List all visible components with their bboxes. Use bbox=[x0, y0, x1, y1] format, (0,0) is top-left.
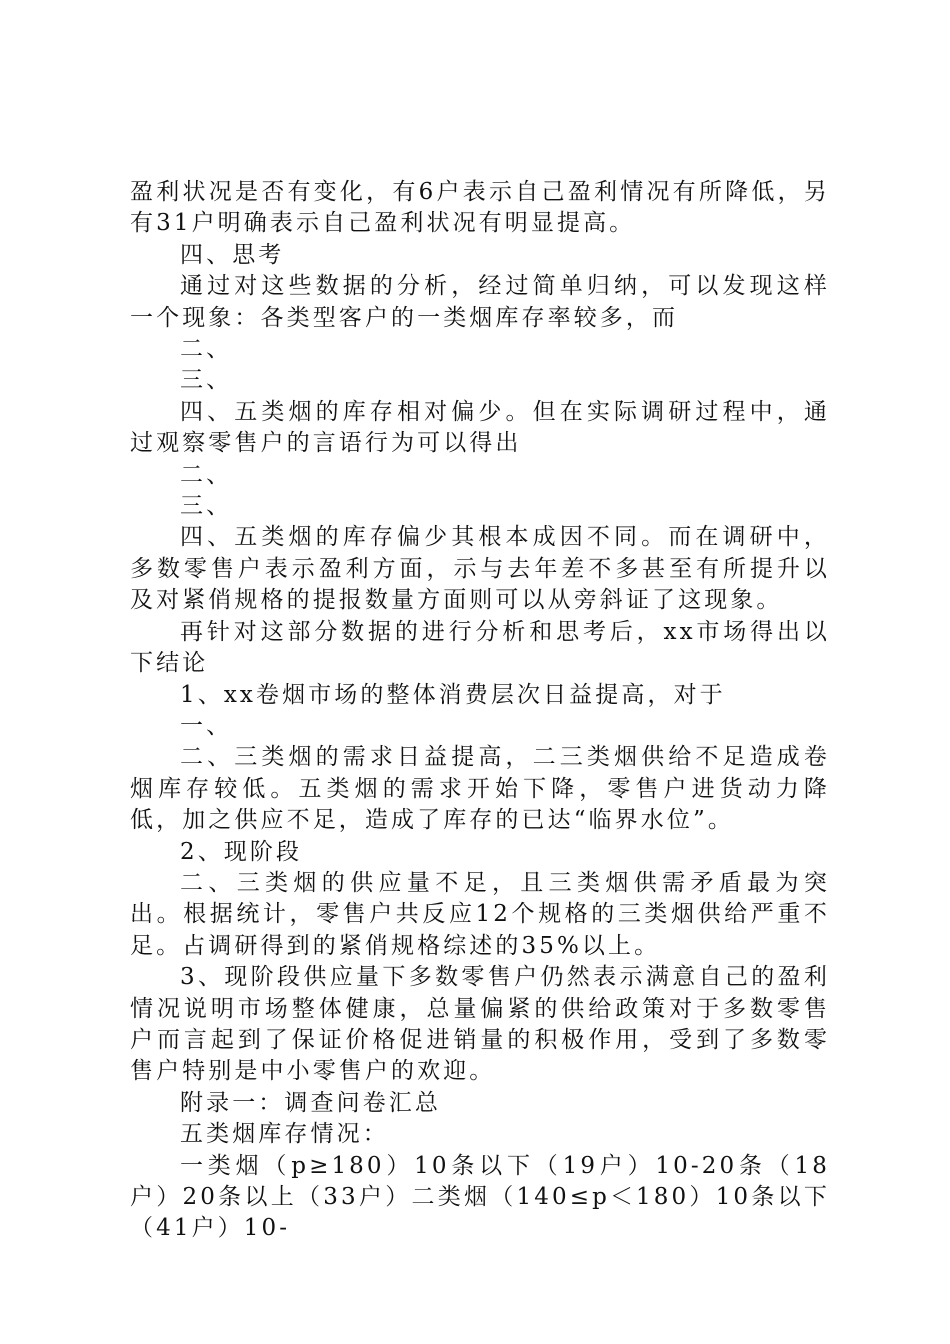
list-marker-one: 一、 bbox=[180, 712, 233, 739]
list-marker-two: 二、 bbox=[180, 336, 233, 363]
inventory-details: 一类烟（p≥180）10条以下（19户）10-20条（18户）20条以上（33户）二类烟（140≤p＜180）10条以下（41户）10- bbox=[130, 1152, 830, 1242]
list-marker-three-b: 三、 bbox=[180, 493, 233, 520]
conclusion-item-2: 2、现阶段 bbox=[180, 838, 303, 865]
paragraph-demand: 二、三类烟的需求日益提高，二三类烟供给不足造成卷烟库存较低。五类烟的需求开始下降，零售户进货动力降低，加之供应不足，造成了库存的已达“临界水位”。 bbox=[130, 744, 830, 834]
list-marker-two-b: 二、 bbox=[180, 461, 233, 488]
paragraph-conclusion-intro: 再针对这部分数据的进行分析和思考后，xx市场得出以下结论 bbox=[130, 618, 830, 677]
document-body bbox=[130, 177, 830, 1245]
inventory-heading: 五类烟库存情况： bbox=[180, 1121, 389, 1148]
paragraph-profit-status: 盈利状况是否有变化，有6户表示自己盈利情况有所降低，另有31户明确表示自己盈利状况有明显提高。 bbox=[130, 179, 830, 237]
paragraph-analysis: 通过对这些数据的分析，经过简单归纳，可以发现这样一个现象：各类型客户的一类烟库存率较多，而 bbox=[130, 273, 830, 331]
paragraph-supply: 二、三类烟的供应量不足，且三类烟供需矛盾最为突出。根据统计，零售户共反应12个规格的三类烟供给严重不足。占调研得到的紧俏规格综述的35%以上。 bbox=[130, 869, 830, 959]
heading-thinking: 四、思考 bbox=[180, 241, 285, 268]
paragraph-root-cause: 四、五类烟的库存偏少其根本成因不同。而在调研中，多数零售户表示盈利方面，示与去年差不多甚至有所提升以及对紧俏规格的提报数量方面则可以从旁斜证了这现象。 bbox=[130, 524, 830, 614]
paragraph-inventory-low: 四、五类烟的库存相对偏少。但在实际调研过程中，通过观察零售户的言语行为可以得出 bbox=[130, 398, 830, 457]
appendix-heading: 附录一：调查问卷汇总 bbox=[180, 1089, 441, 1116]
conclusion-item-3: 3、现阶段供应量下多数零售户仍然表示满意自己的盈利情况说明市场整体健康，总量偏紧的供给政策对于多数零售户而言起到了保证价格促进销量的积极作用，受到了多数零售户特别是中小零售户的欢迎。 bbox=[130, 964, 830, 1085]
conclusion-item-1: 1、xx卷烟市场的整体消费层次日益提高，对于 bbox=[180, 681, 726, 708]
list-marker-three: 三、 bbox=[180, 367, 233, 394]
